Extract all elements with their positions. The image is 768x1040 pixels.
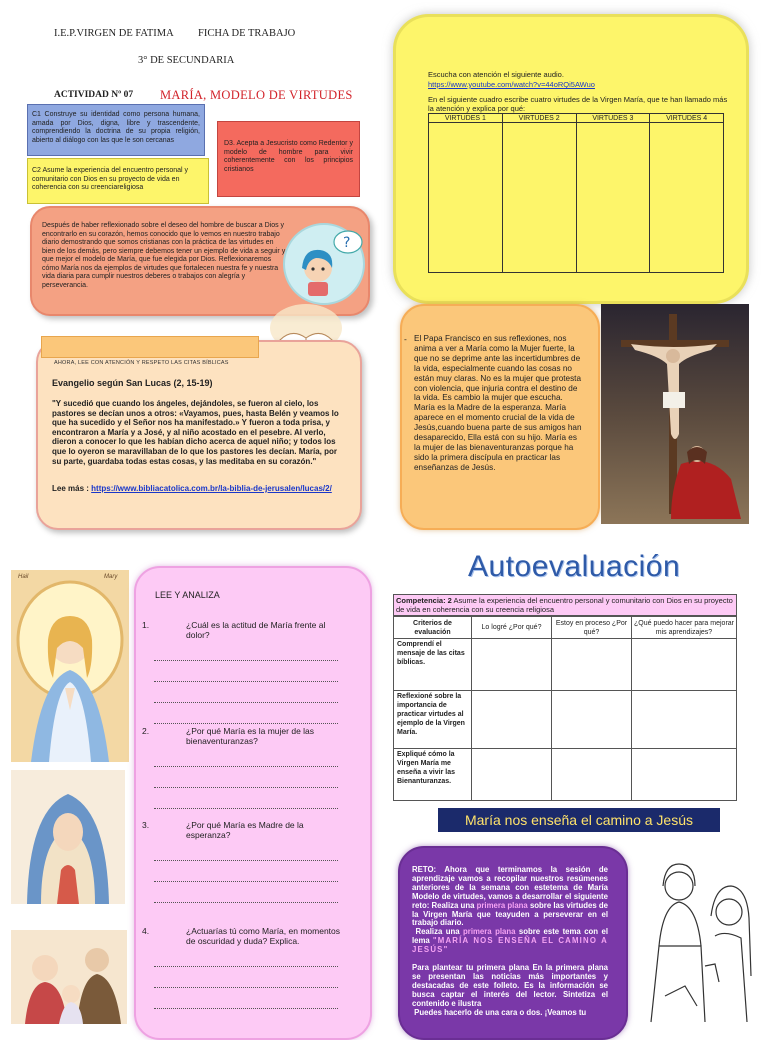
svg-text:?: ? — [343, 235, 351, 251]
eval-row-criterion: Expliqué cómo la Virgen María me enseña a vivir las Bienanturanzas. — [394, 749, 472, 801]
challenge-p2-mid: sobre este tema con el lema — [412, 927, 608, 946]
gospel-more — [52, 484, 332, 493]
eval-cell[interactable] — [472, 639, 552, 691]
eval-header-achieved: Lo logré ¿Por qué? — [472, 617, 552, 639]
virtues-header-4: VIRTUDES 4 — [650, 114, 724, 123]
question-3-text — [142, 820, 350, 840]
challenge-p1-end: sobre las virtudes de la Virgen María que teayuden a perseverar en el trabajo diario. — [412, 900, 608, 928]
eval-cell[interactable] — [552, 749, 632, 801]
answer-lines[interactable] — [142, 850, 350, 903]
answer-lines[interactable] — [142, 956, 350, 1009]
question-number: 3. — [142, 820, 150, 830]
virtues-header-2: VIRTUDES 2 — [502, 114, 576, 123]
virtues-cell[interactable] — [576, 123, 650, 273]
eval-cell[interactable] — [552, 691, 632, 749]
question-4 — [142, 926, 350, 1019]
activity-title: MARÍA, MODELO DE VIRTUDES — [160, 88, 353, 102]
self-eval-table — [393, 616, 737, 801]
question-body: ¿Por qué María es Madre de la esperanza? — [186, 820, 304, 840]
virtues-header-3: VIRTUDES 3 — [576, 114, 650, 123]
reflection-text: Después de haber reflexionado sobre el deseo del hombre de buscar a Dios y encontrarlo en su corazón, hemos conocido que lo vemos en nuestro trabajo diario demostrando que somos cristianas con la práctica de las virtudes en bien de los demás, pero siempre debemos tener un ejemplo de vida a seguir y que mejor el modelo de María, que fue elegida por Dios. Reflexionaremos cómo María nos da ejemplos de virtudes que fortalecen nuestra fe y nuestra vida diaria para cumplir nuestros deberes o trabajos con alegría y perseverancia. — [42, 222, 286, 289]
competence-text: Asume la experiencia del encuentro personal y comunitario con Dios en su proyecto de vida en coherencia con su creencia religiosa — [396, 596, 733, 614]
challenge-p2-highlight: primera plana — [463, 927, 516, 937]
challenge-p1: RETO: Ahora que terminamos la sesión de aprendizaje vamos a recopilar nuestros resúmenes anteriores de la semana con estetema de María Modelo de virtudes, vamos a desarrollar el siguiente reto: Realiza una — [412, 865, 608, 910]
analyze-title: LEE Y ANALIZA — [155, 590, 220, 600]
question-number: 1. — [142, 620, 150, 630]
eval-cell[interactable] — [632, 639, 737, 691]
question-body: ¿Por qué María es la mujer de las bienaventuranzas? — [186, 726, 315, 746]
self-eval-title: Autoevaluación — [468, 550, 681, 583]
question-2 — [142, 726, 350, 819]
question-number: 4. — [142, 926, 150, 936]
competency-d3: D3. Acepta a Jesucristo como Redentor y modelo de hombre para vivir coherentemente con los principios cristianos — [217, 121, 360, 197]
crucifixion-image — [601, 304, 749, 524]
mary-text: Mary — [104, 574, 118, 580]
virtues-table — [428, 113, 724, 273]
grade-label: 3° DE SECUNDARIA — [138, 55, 235, 66]
gospel-banner — [41, 336, 259, 358]
eval-cell[interactable] — [632, 749, 737, 801]
eval-row-criterion: Comprendí el mensaje de las citas bíblicas. — [394, 639, 472, 691]
eval-header-criteria: Criterios de evaluación — [394, 617, 472, 639]
question-number: 2. — [142, 726, 150, 736]
school-name: I.E.P.VIRGEN DE FATIMA — [54, 28, 174, 39]
eval-row-criterion: Reflexioné sobre la importancia de practicar virtudes al ejemplo de la Virgen María. — [394, 691, 472, 749]
competency-c1: C1 Construye su identidad como persona humana, amada por Dios, digna, libre y trascendente, comprendiendo la doctrina de su propia religión, abierto al diálogo con las que le son cercanas — [27, 104, 205, 156]
eval-header-improve: ¿Qué puedo hacer para mejorar mis aprendizajes? — [632, 617, 737, 639]
eval-cell[interactable] — [632, 691, 737, 749]
challenge-motto: "MARÍA NOS ENSEÑA EL CAMINO A JESÚS" — [412, 936, 608, 955]
question-body: ¿Actuarías tú como María, en momentos de oscuridad y duda? Explica. — [186, 926, 341, 946]
pope-text: El Papa Francisco en sus reflexiones, nos anima a ver a María como la Mujer fuerte, la que no se deprime ante las incertidumbres de la vida, especialmente cuando las cosas no están muy claras. No es la mujer que protesta con violencia, que injuria contra el destino de la vida. Es cambio la mujer que escucha. María es la Madre de la esperanza. María aparece en el momento crucial de la vida de Jesús,cuando buena parte de sus amigos han desaparecido, Ella está con su hijo. María es la mujer de las bienaventuranzas porque ha sido la primera discípula en practicar las enseñanzas de Jesús. — [414, 334, 582, 472]
question-4-text — [142, 926, 350, 946]
virtues-cell[interactable] — [650, 123, 724, 273]
challenge-p3: Para plantear tu primera plana En la primera plana se presentan las noticias más importantes y destacadas de este folleto. Es la información se busca captar el interés del lector. Sintetiza el contenido e ilustra — [412, 962, 608, 1008]
challenge-p1-highlight: primera plana — [476, 900, 528, 910]
hail-text: Hail — [18, 574, 29, 580]
challenge-text — [412, 866, 608, 1017]
virgin-mary-praying-image — [11, 570, 129, 762]
question-3 — [142, 820, 350, 913]
answer-lines[interactable] — [142, 650, 350, 724]
challenge-p2: Realiza una — [415, 927, 464, 937]
question-1 — [142, 620, 350, 734]
eval-header-in-progress: Estoy en proceso ¿Por qué? — [552, 617, 632, 639]
eval-cell[interactable] — [472, 749, 552, 801]
gospel-more-label: Lee más : — [52, 484, 92, 493]
virtues-cell[interactable] — [502, 123, 576, 273]
thinking-girl-illustration — [282, 222, 366, 306]
gospel-title: Evangelio según San Lucas (2, 15-19) — [52, 378, 213, 388]
activity-number: ACTIVIDAD Nº 07 — [54, 90, 134, 100]
virtues-instruction: En el siguiente cuadro escribe cuatro virtudes de la Virgen María, que te han llamado más la atención y explica por qué: — [428, 95, 728, 113]
audio-link[interactable]: https://www.youtube.com/watch?v=44oRQi5AWuo — [428, 80, 595, 89]
audio-intro: Escucha con atención el siguiente audio. — [428, 70, 564, 79]
jesus-mary-sketch-image — [645, 846, 757, 1024]
gospel-text: "Y sucedió que cuando los ángeles, dejándoles, se fueron al cielo, los pastores se decían unos a otros: «Vayamos, pues, hasta Belén y veamos lo que ha sucedido y el Señor nos ha manifestado.» Y fueron a toda prisa, y encontraron a María y a José, y al niño acostado en el pesebre. Al verlo, dieron a conocer lo que les habían dicho acerca de aquel niño; y todos los que lo oyeron se maravillaban de lo que los pastores les decían. María, por su parte, guardaba todas estas cosas, y las meditaba en su corazón." — [52, 399, 339, 466]
eval-cell[interactable] — [552, 639, 632, 691]
holy-family-image — [11, 930, 127, 1024]
pope-bullet: - — [404, 334, 407, 344]
virtues-header-1: VIRTUDES 1 — [429, 114, 503, 123]
eval-cell[interactable] — [472, 691, 552, 749]
mary-banner: María nos enseña el camino a Jesús — [438, 808, 720, 832]
challenge-p4: Puedes hacerlo de una cara o dos. ¡Veamos tu — [414, 1007, 587, 1017]
question-body: ¿Cuál es la actitud de María frente al dolor? — [186, 620, 326, 640]
gospel-more-link[interactable]: https://www.bibliacatolica.com.br/la-biblia-de-jerusalen/lucas/2/ — [91, 484, 332, 493]
answer-lines[interactable] — [142, 756, 350, 809]
virtues-cell[interactable] — [429, 123, 503, 273]
question-1-text — [142, 620, 350, 640]
question-2-text — [142, 726, 350, 746]
self-eval-competence — [393, 594, 737, 616]
competence-label: Competencia: 2 — [396, 596, 452, 605]
mary-portrait-image — [11, 770, 125, 904]
competency-c2: C2 Asume la experiencia del encuentro personal y comunitario con Dios en su proyecto de vida en coherencia con su creenciareligiosa — [27, 158, 209, 204]
sheet-title: FICHA DE TRABAJO — [198, 28, 296, 39]
gospel-banner-text: AHORA, LEE CON ATENCIÓN Y RESPETO LAS CITAS BÍBLICAS — [54, 360, 229, 366]
